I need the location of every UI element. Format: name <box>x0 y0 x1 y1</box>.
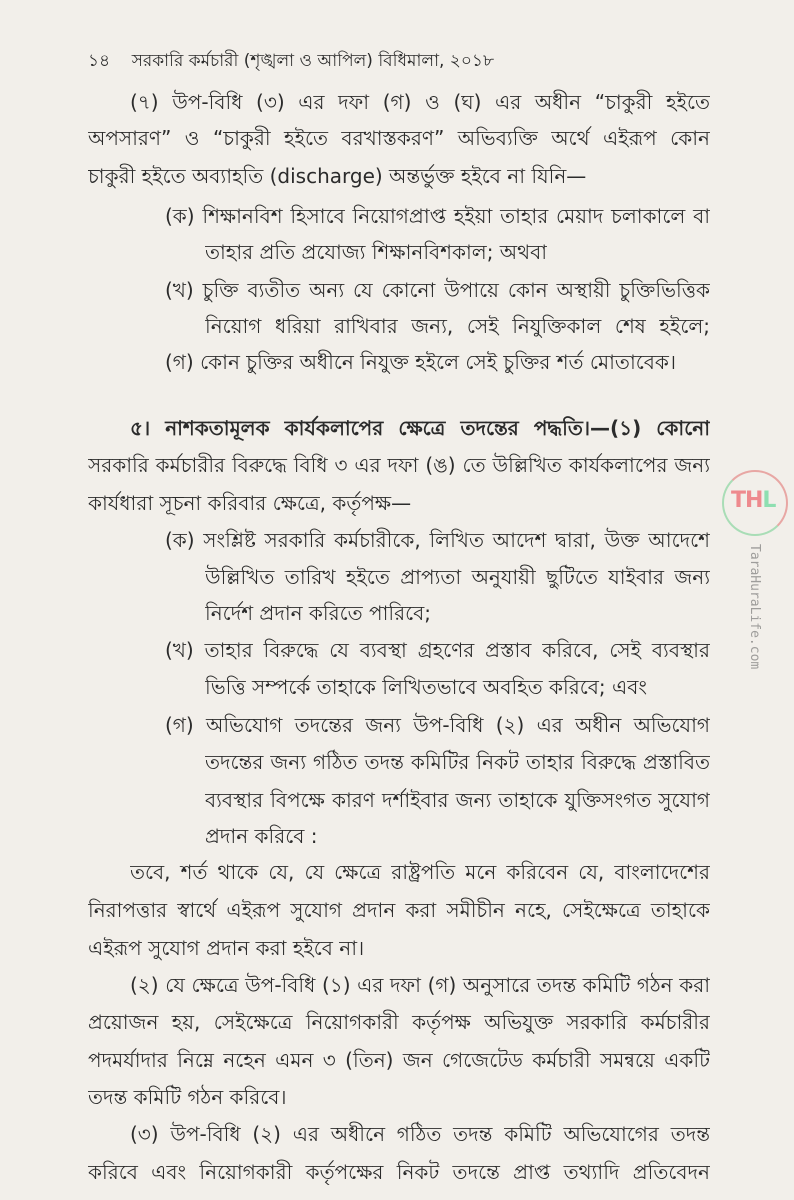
text-line: (৩) উপ-বিধি (২) এর অধীনে গঠিত তদন্ত কমিটি অভিযোগের তদন্ত <box>130 1122 710 1146</box>
text-line: প্রয়োজন হয়, সেইক্ষেত্রে নিয়োগকারী কর্তৃপক্ষ অভিযুক্ত সরকারি কর্মচারীর <box>88 1010 710 1034</box>
text-line: চাকুরী হইতে অব্যাহতি (discharge) অন্তর্ভুক্ত হইবে না যিনি— <box>88 164 587 188</box>
text-line: তদন্তের জন্য গঠিত তদন্ত কমিটির নিকট তাহার বিরুদ্ধে প্রস্তাবিত <box>205 750 710 774</box>
list-item: (খ) তাহার বিরুদ্ধে যে ব্যবস্থা গ্রহণের প্রস্তাব করিবে, সেই ব্যবস্থার <box>165 638 710 662</box>
text-line: তদন্ত কমিটি গঠন করিবে। <box>88 1085 287 1109</box>
list-item: (গ) কোন চুক্তির অধীনে নিযুক্ত হইলে সেই চুক্তির শর্ত মোতাবেক। <box>165 350 677 374</box>
text-line: এইরূপ সুযোগ প্রদান করা হইবে না। <box>88 936 365 960</box>
text-line: (৭) উপ-বিধি (৩) এর দফা (গ) ও (ঘ) এর অধীন “চাকুরী হইতে <box>130 90 710 114</box>
text-line: তবে, শর্ত থাকে যে, যে ক্ষেত্রে রাষ্ট্রপতি মনে করিবেন যে, বাংলাদেশের <box>130 860 710 884</box>
text-line: উল্লিখিত তারিখ হইতে প্রাপ্যতা অনুযায়ী ছুটিতে যাইবার জন্য <box>205 565 710 589</box>
text-line: সরকারি কর্মচারীর বিরুদ্ধে বিধি ৩ এর দফা (ঙ) তে উল্লিখিত কার্যকলাপের জন্য <box>88 453 710 477</box>
list-item: (গ) অভিযোগ তদন্তের জন্য উপ-বিধি (২) এর অধীন অভিযোগ <box>165 713 710 737</box>
text-line: অপসারণ” ও “চাকুরী হইতে বরখাস্তকরণ” অভিব্যক্তি অর্থে এইরূপ কোন <box>88 126 710 150</box>
text-line: পদমর্যাদার নিম্নে নহেন এমন ৩ (তিন) জন গেজেটেড কর্মচারী সমন্বয়ে একটি <box>88 1048 710 1072</box>
watermark <box>722 470 788 700</box>
text-line: কার্যধারা সূচনা করিবার ক্ষেত্রে, কর্তৃপক্ষ— <box>88 491 412 515</box>
list-item: (ক) সংশ্লিষ্ট সরকারি কর্মচারীকে, লিখিত আদেশ দ্বারা, উক্ত আদেশে <box>165 528 710 552</box>
text-line: নিরাপত্তার স্বার্থে এইরূপ সুযোগ প্রদান করা সমীচীন নহে, সেইক্ষেত্রে তাহাকে <box>88 898 710 922</box>
text-line: প্রদান করিবে : <box>205 824 318 848</box>
list-item: (ক) শিক্ষানবিশ হিসাবে নিয়োগপ্রাপ্ত হইয়া তাহার মেয়াদ চলাকালে বা <box>165 204 710 228</box>
text-line: তাহার প্রতি প্রযোজ্য শিক্ষানবিশকাল; অথবা <box>205 240 547 264</box>
watermark-logo: THL <box>731 488 776 513</box>
text-line: করিবে এবং নিয়োগকারী কর্তৃপক্ষের নিকট তদন্তে প্রাপ্ত তথ্যাদি প্রতিবেদন <box>88 1160 710 1184</box>
book-title: সরকারি কর্মচারী (শৃঙ্খলা ও আপিল) বিধিমালা, ২০১৮ <box>131 51 494 71</box>
running-header <box>88 48 494 74</box>
page-number: ১৪ <box>88 51 111 71</box>
text-line: নিয়োগ ধরিয়া রাখিবার জন্য, সেই নিযুক্তিকাল শেষ হইলে; <box>205 314 710 338</box>
text-line: (২) যে ক্ষেত্রে উপ-বিধি (১) এর দফা (গ) অনুসারে তদন্ত কমিটি গঠন করা <box>130 973 710 997</box>
section-heading: ৫। নাশকতামূলক কার্যকলাপের ক্ষেত্রে তদন্তের পদ্ধতি।—(১) কোনো <box>130 416 710 440</box>
text-line: নির্দেশ প্রদান করিতে পারিবে; <box>205 601 432 625</box>
text-line: ব্যবস্থার বিপক্ষে কারণ দর্শাইবার জন্য তাহাকে যুক্তিসংগত সুযোগ <box>205 788 710 812</box>
list-item: (খ) চুক্তি ব্যতীত অন্য যে কোনো উপায়ে কোন অস্থায়ী চুক্তিভিত্তিক <box>165 278 710 302</box>
text-line: ভিত্তি সম্পর্কে তাহাকে লিখিতভাবে অবহিত করিবে; এবং <box>205 675 647 699</box>
watermark-site: TaraHuraLife.com <box>747 544 762 670</box>
